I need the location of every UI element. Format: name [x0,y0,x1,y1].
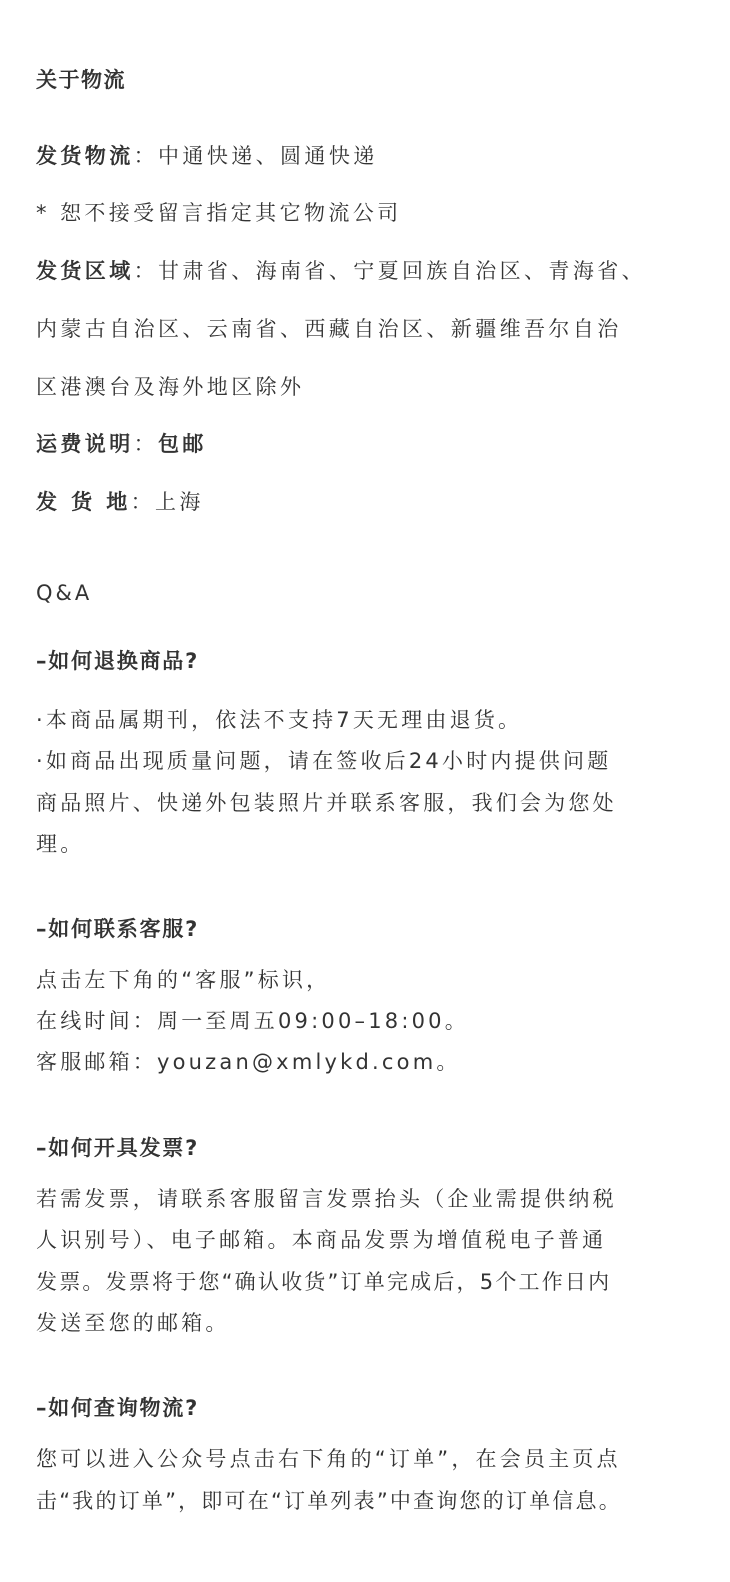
question-invoice: –如何开具发票? [36,1136,200,1160]
origin-label: 发 货 地 [36,490,131,514]
question-contact: –如何联系客服? [36,917,200,941]
region-row [36,256,646,286]
shipping-fee-sep: ： [133,432,159,456]
answer-line: 客服邮箱：youzan@xmlykd.com。 [36,1050,461,1074]
region-value-line3: 区港澳台及海外地区除外 [36,375,305,399]
answer-line: 您可以进入公众号点击右下角的“订单”，在会员主页点 [36,1447,621,1471]
carrier-value: 中通快递、圆通快递 [158,144,378,168]
answer-line: 人识别号）、电子邮箱。本商品发票为增值税电子普通 [36,1228,607,1252]
carrier-sep: ： [133,144,159,168]
answer-line: ·如商品出现质量问题，请在签收后24小时内提供问题 [36,749,612,773]
answer-line: 理。 [36,832,85,856]
answer-line: ·本商品属期刊，依法不支持7天无理由退货。 [36,708,523,732]
shipping-fee-label: 运费说明 [36,432,134,456]
carrier-row [36,141,378,171]
answer-line: 点击左下角的“客服”标识， [36,968,331,992]
shipping-fee-value: 包邮 [158,432,207,456]
qa-title: Q&A [36,581,93,605]
answer-line: 击“我的订单”，即可在“订单列表”中查询您的订单信息。 [36,1489,622,1513]
answer-line: 在线时间：周一至周五09:00–18:00。 [36,1009,469,1033]
carrier-note: * 恕不接受留言指定其它物流公司 [36,201,402,225]
question-tracking: –如何查询物流? [36,1396,200,1420]
origin-sep: ： [130,490,156,514]
region-label: 发货区域 [36,259,134,283]
carrier-label: 发货物流 [36,144,134,168]
answer-line: 发票。发票将于您“确认收货”订单完成后，5个工作日内 [36,1270,612,1294]
answer-line: 若需发票，请联系客服留言发票抬头（企业需提供纳税 [36,1187,617,1211]
region-value-line2: 内蒙古自治区、云南省、西藏自治区、新疆维吾尔自治 [36,317,622,341]
answer-line: 商品照片、快递外包装照片并联系客服，我们会为您处 [36,791,617,815]
origin-value: 上海 [155,490,204,514]
answer-line: 发送至您的邮箱。 [36,1311,230,1335]
shipping-fee-row [36,429,207,459]
region-value-line1: 甘肃省、海南省、宁夏回族自治区、青海省、 [158,259,647,283]
origin-row [36,487,204,517]
region-sep: ： [133,259,159,283]
question-return: –如何退换商品? [36,649,200,673]
logistics-title: 关于物流 [36,68,126,92]
